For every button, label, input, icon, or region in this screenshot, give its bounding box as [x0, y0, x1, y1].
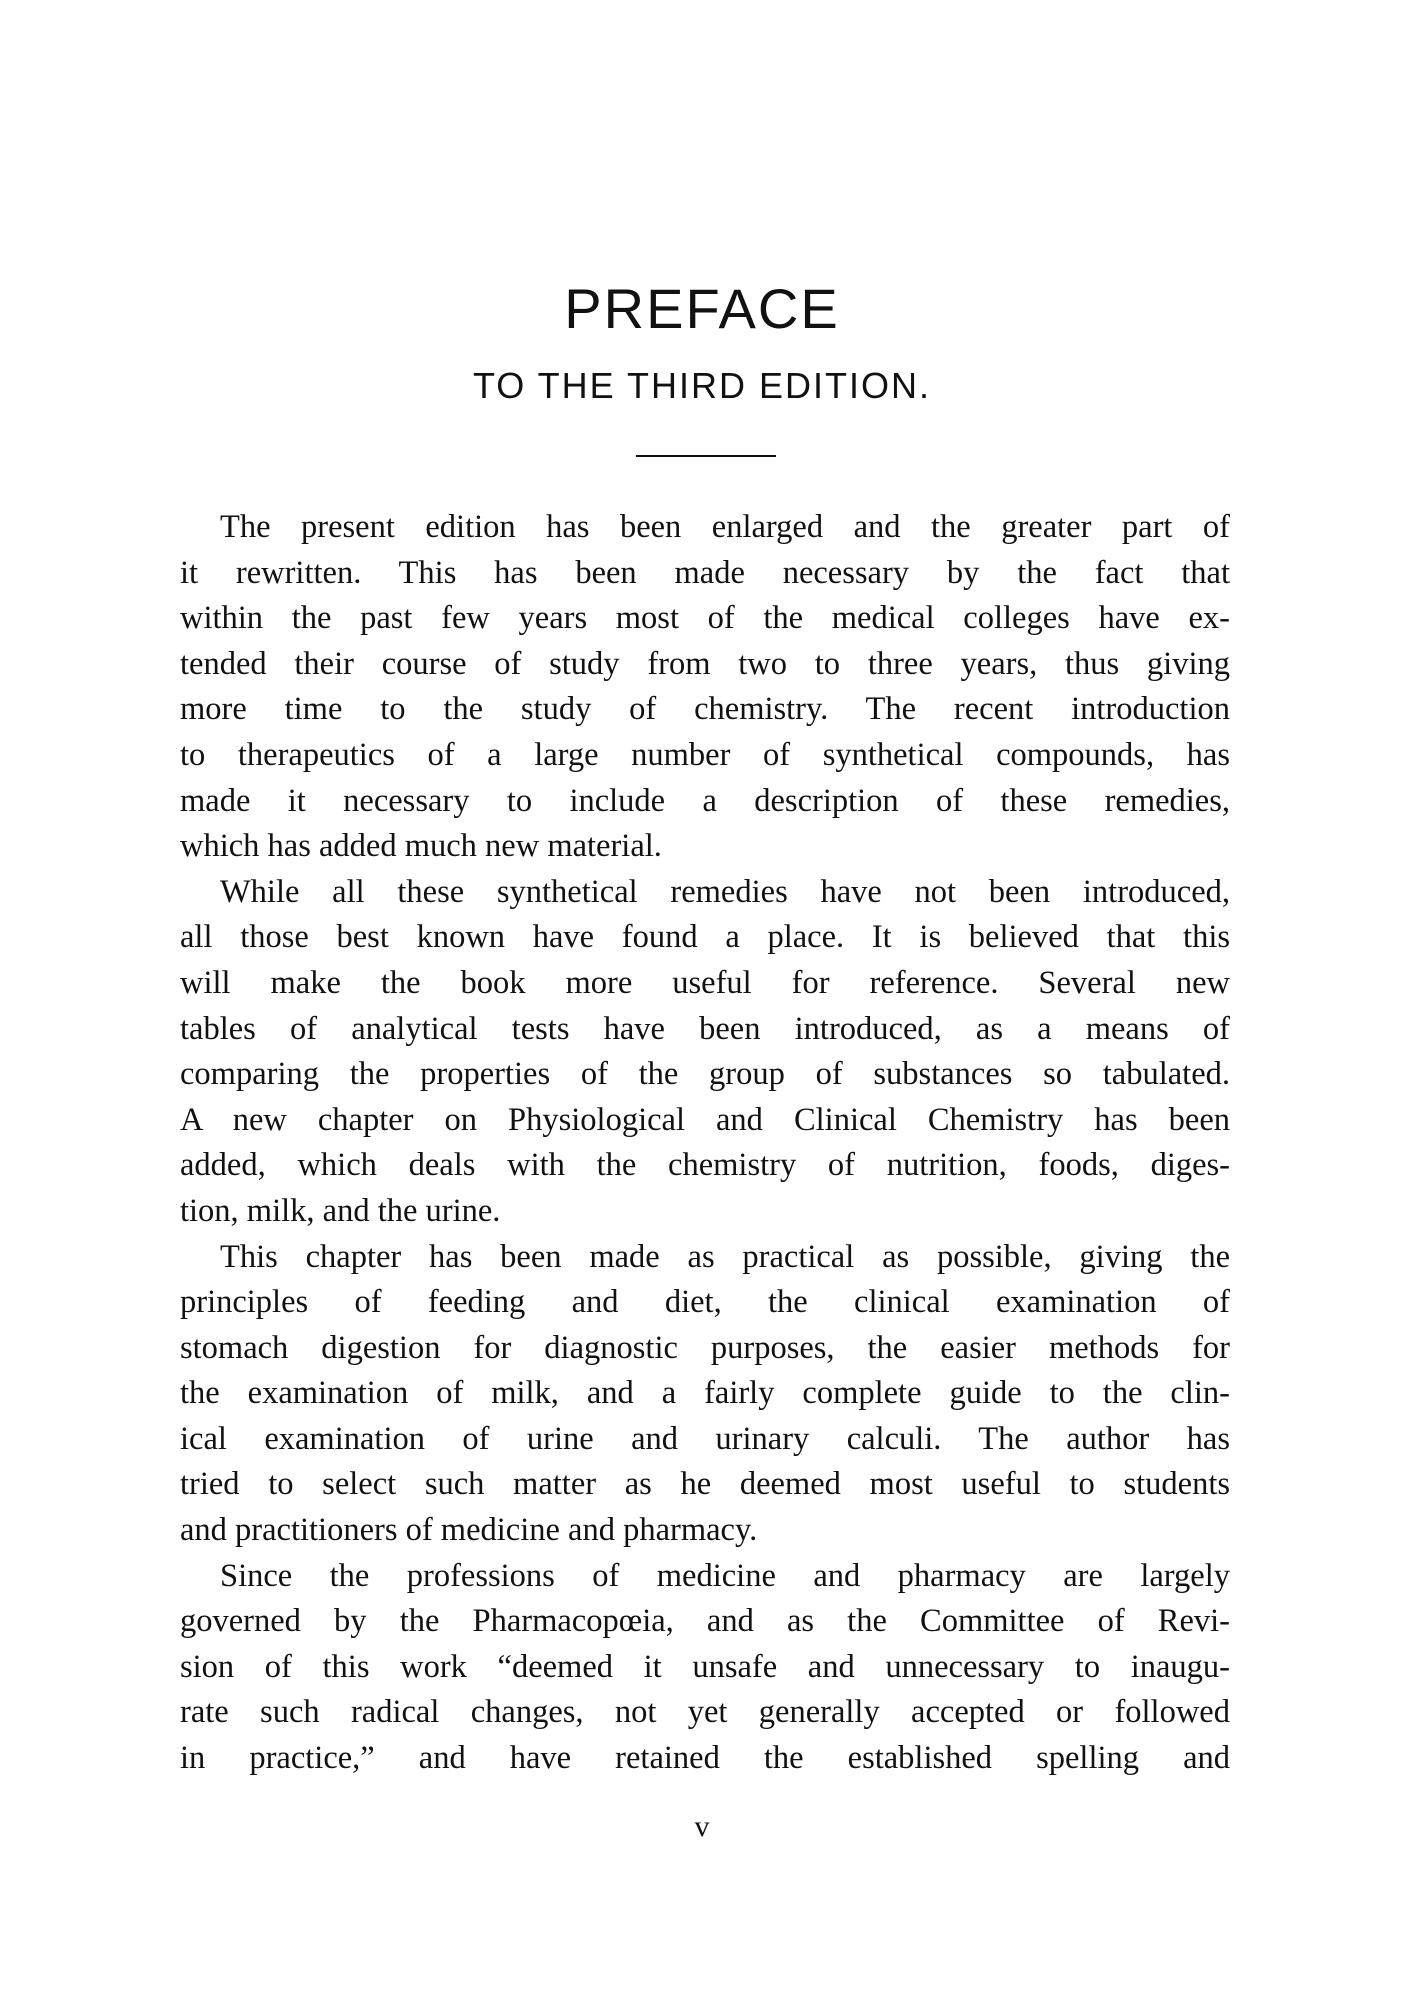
text-line: governed by the Pharmacopœia, and as the Committee of Revi- — [180, 1603, 1230, 1640]
paragraph — [180, 505, 1230, 870]
paragraph — [180, 870, 1230, 1235]
text-line: will make the book more useful for reference. Several new — [180, 964, 1230, 1001]
text-line: all those best known have found a place. It is believed that this — [180, 919, 1230, 956]
text-line: tables of analytical tests have been introduced, as a means of — [180, 1010, 1230, 1047]
text-line: stomach digestion for diagnostic purposes, the easier methods for — [180, 1329, 1230, 1366]
text-line: This chapter has been made as practical as possible, giving the — [220, 1238, 1230, 1275]
paragraph — [180, 1235, 1230, 1554]
text-line: which has added much new material. — [180, 828, 662, 865]
text-line: tended their course of study from two to three years, thus giving — [180, 645, 1230, 682]
text-line: The present edition has been enlarged and the greater part of — [220, 509, 1230, 545]
text-line: made it necessary to include a description of these remedies, — [180, 782, 1230, 819]
text-line: within the past few years most of the medical colleges have ex- — [180, 600, 1230, 637]
text-line: the examination of milk, and a fairly complete guide to the clin- — [180, 1375, 1230, 1412]
text-line: added, which deals with the chemistry of nutrition, foods, diges- — [180, 1147, 1230, 1184]
text-line: in practice,” and have retained the established spelling and — [180, 1740, 1230, 1777]
paragraph — [180, 1554, 1230, 1782]
title-divider — [636, 455, 776, 457]
text-line: While all these synthetical remedies have not been introduced, — [220, 873, 1230, 910]
text-line: more time to the study of chemistry. The recent introduction — [180, 691, 1230, 728]
page-subtitle: TO THE THIRD EDITION. — [472, 365, 932, 406]
text-line: A new chapter on Physiological and Clinical Chemistry has been — [180, 1101, 1230, 1138]
text-line: ical examination of urine and urinary calculi. The author has — [180, 1420, 1230, 1457]
text-line: rate such radical changes, not yet generally accepted or followed — [180, 1694, 1230, 1731]
text-line: tried to select such matter as he deemed most useful to students — [180, 1466, 1230, 1503]
page-number: v — [694, 1810, 710, 1843]
text-line: it rewritten. This has been made necessary by the fact that — [180, 554, 1230, 591]
text-line: and practitioners of medicine and pharmacy. — [180, 1512, 758, 1549]
text-line: comparing the properties of the group of substances so tabulated. — [180, 1056, 1230, 1093]
text-line: tion, milk, and the urine. — [180, 1192, 501, 1229]
page-title: PREFACE — [564, 277, 840, 340]
preface-body — [180, 505, 1230, 1782]
text-line: principles of feeding and diet, the clinical examination of — [180, 1284, 1230, 1321]
text-line: to therapeutics of a large number of synthetical compounds, has — [180, 736, 1230, 773]
text-line: Since the professions of medicine and pharmacy are largely — [220, 1557, 1230, 1594]
text-line: sion of this work “deemed it unsafe and unnecessary to inaugu- — [180, 1648, 1230, 1685]
